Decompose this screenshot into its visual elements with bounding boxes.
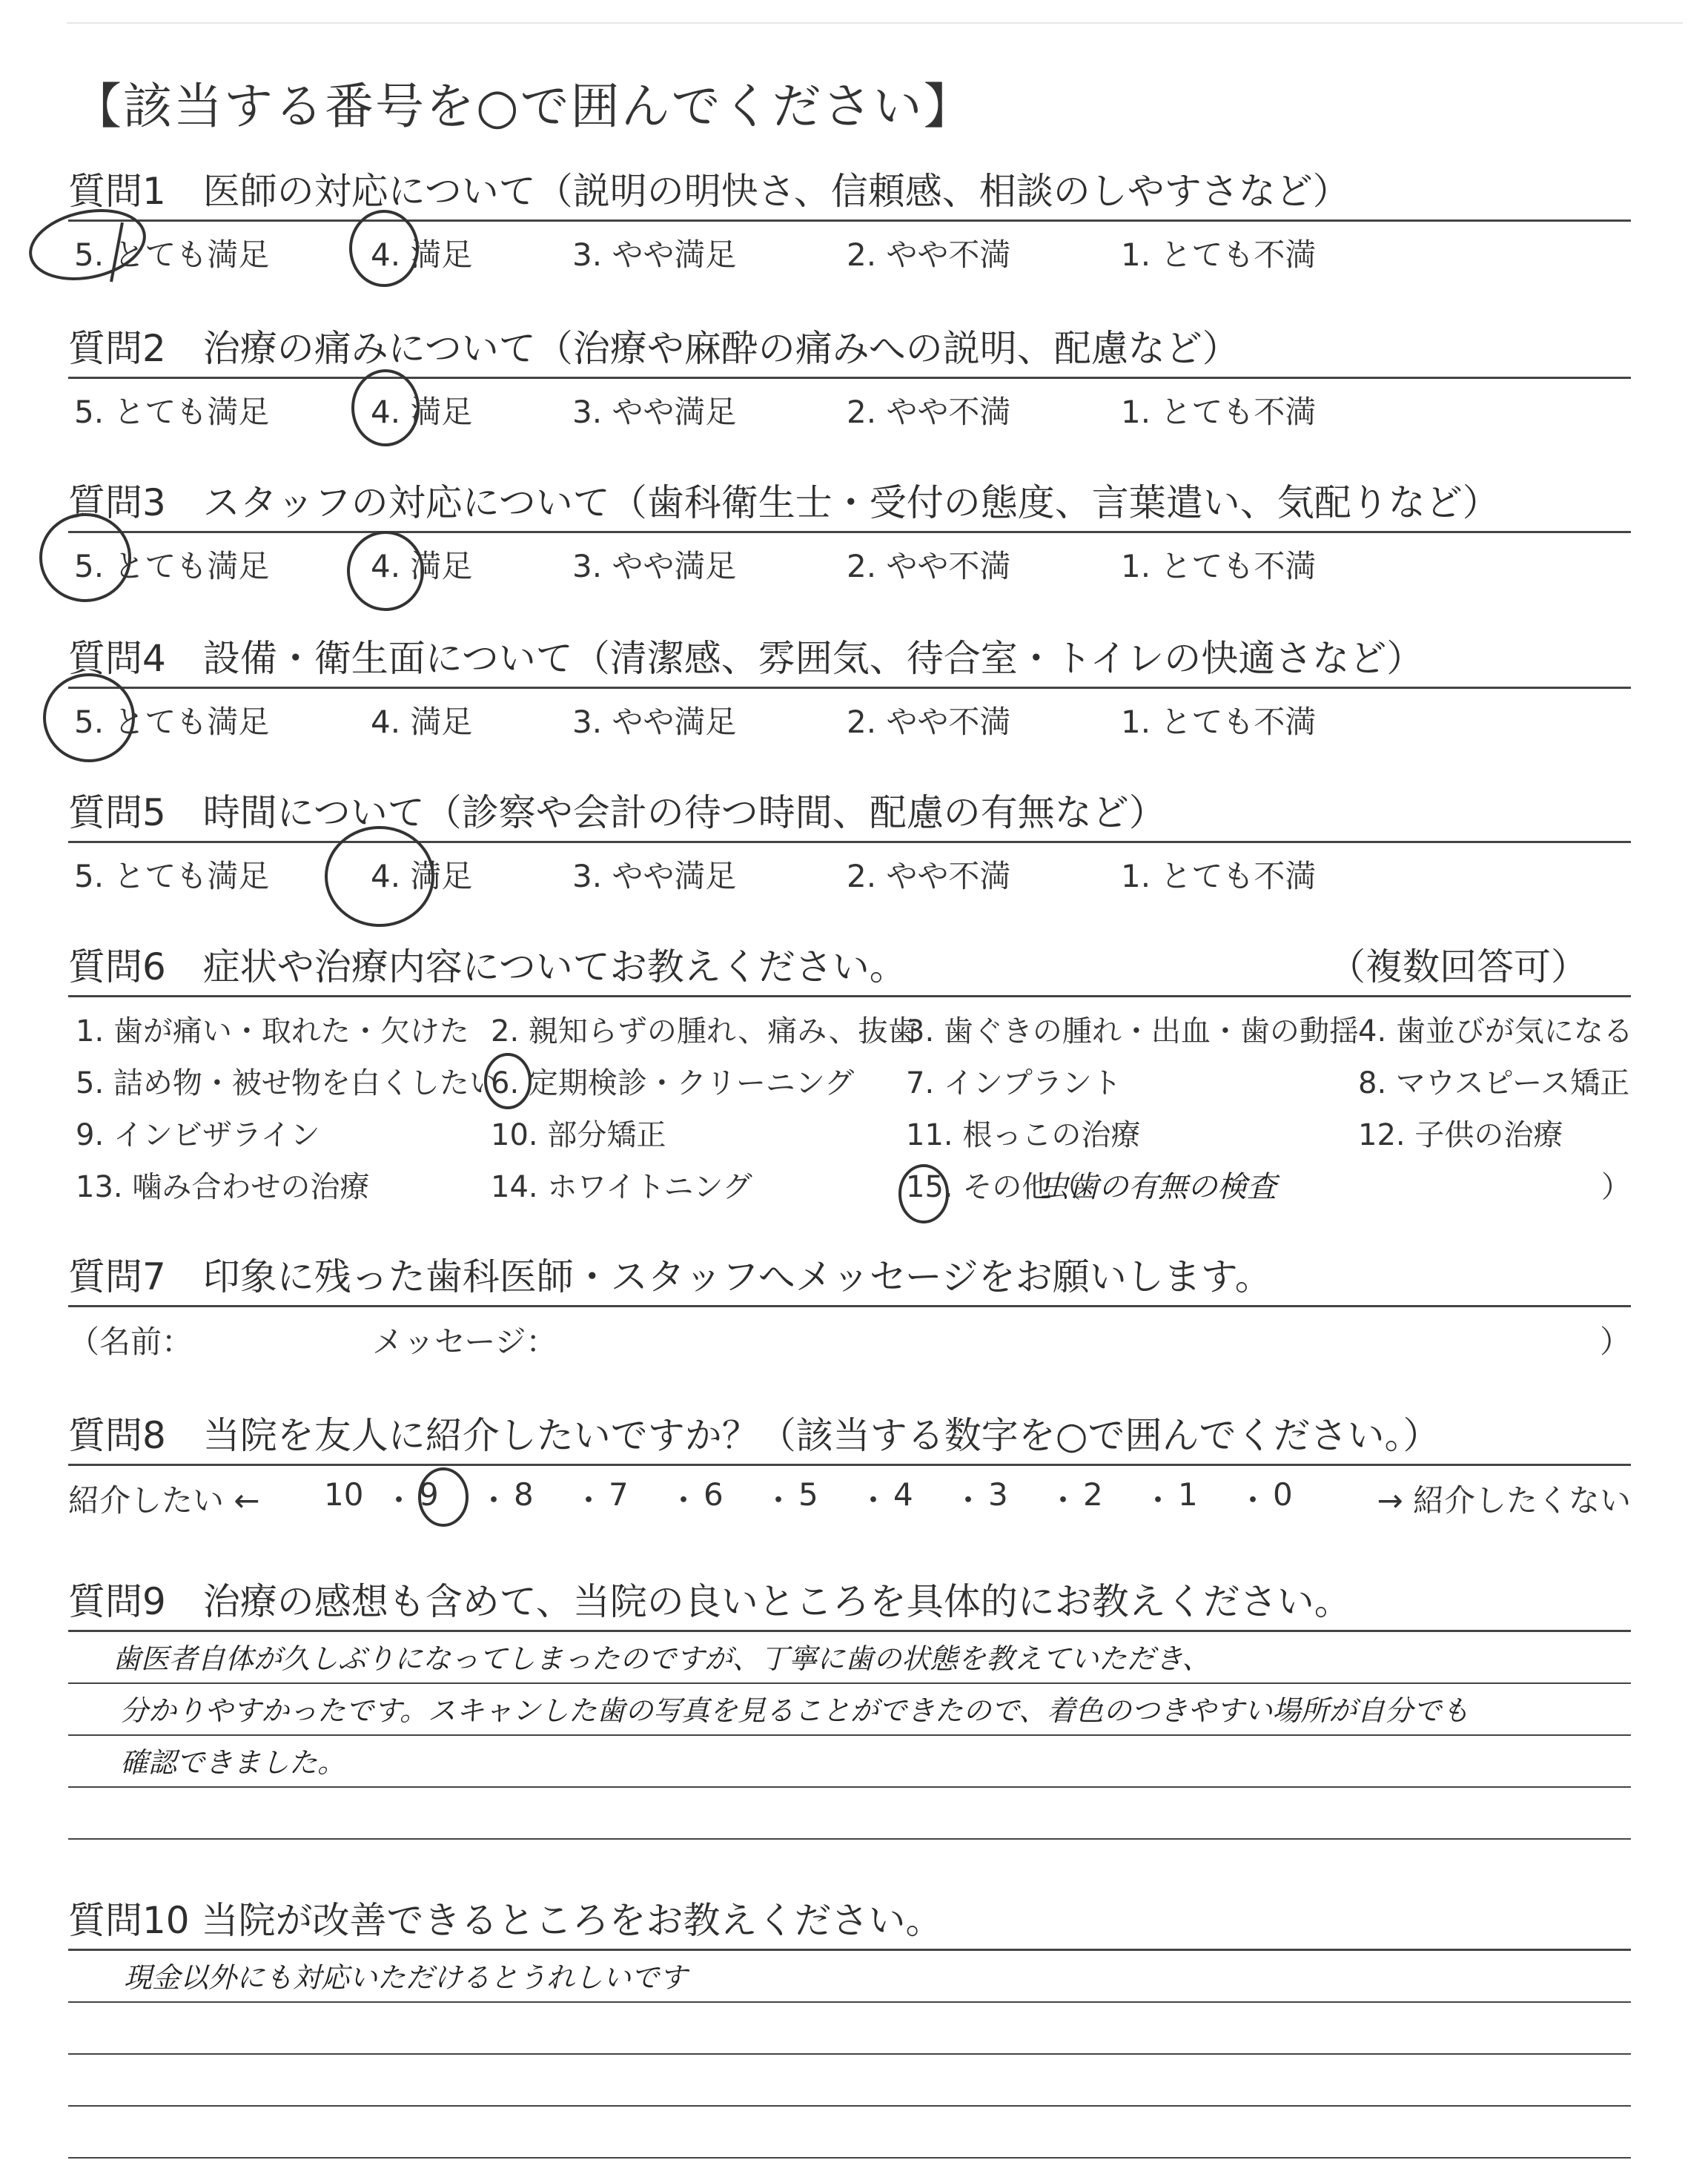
scale-separator: ・ [1237, 1482, 1269, 1519]
option-1[interactable]: 1. とても不満 [1121, 394, 1317, 430]
symptom-9[interactable]: 9. インビザライン [76, 1118, 320, 1152]
rating-options [68, 852, 1632, 904]
message-close-paren: ） [1599, 1324, 1631, 1360]
rule-line [68, 531, 1631, 533]
rating-options [68, 542, 1632, 594]
rating-options [68, 231, 1632, 283]
option-1[interactable]: 1. とても不満 [1121, 858, 1317, 894]
option-5[interactable]: 5. とても満足 [74, 237, 270, 273]
question-title: 質問8 当院を友人に紹介したいですか？（該当する数字を○で囲んでください。） [68, 1414, 1440, 1457]
option-2[interactable]: 2. やや不満 [847, 704, 1011, 740]
question-title: 質問7 印象に残った歯科医師・スタッフへメッセージをお願いします。 [68, 1255, 1272, 1298]
handwritten-answer[interactable]: 歯医者自体が久しぶりになってしまったのですが、丁寧に歯の状態を教えていただき、 [113, 1642, 1211, 1675]
rating-options [68, 698, 1632, 750]
option-1[interactable]: 1. とても不満 [1121, 548, 1317, 584]
question-4 [68, 636, 1632, 750]
scale-value-6[interactable]: 6 [704, 1476, 724, 1513]
other-handwritten-answer[interactable]: 虫歯の有無の検査 [1039, 1170, 1277, 1204]
question-title [68, 945, 1632, 989]
option-1[interactable]: 1. とても不満 [1121, 237, 1317, 273]
symptom-5[interactable]: 5. 詰め物・被せ物を白くしたい [76, 1066, 499, 1100]
option-3[interactable]: 3. やや満足 [572, 858, 737, 894]
question-3 [68, 480, 1632, 594]
scale-separator: ・ [383, 1482, 415, 1519]
answer-line [68, 1788, 1632, 1838]
symptom-10[interactable]: 10. 部分矯正 [491, 1118, 666, 1152]
scale-value-2[interactable]: 2 [1083, 1476, 1103, 1513]
rule-line [68, 2157, 1631, 2159]
option-4[interactable]: 4. 満足 [371, 394, 473, 430]
question-7 [68, 1255, 1632, 1362]
symptom-1[interactable]: 1. 歯が痛い・取れた・欠けた [76, 1014, 469, 1048]
answer-line [68, 1736, 1632, 1786]
handwritten-answer[interactable]: 現金以外にも対応いただけるとうれしいです [124, 1961, 688, 1994]
scale-separator: ・ [1047, 1482, 1079, 1519]
question-title: 質問5 時間について（診察や会計の待つ時間、配慮の有無など） [68, 791, 1166, 834]
question-title: 質問3 スタッフの対応について（歯科衛生士・受付の態度、言葉遣い、気配りなど） [68, 481, 1500, 524]
option-2[interactable]: 2. やや不満 [847, 858, 1011, 894]
symptom-12[interactable]: 12. 子供の治療 [1358, 1118, 1563, 1152]
question-title: 質問9 治療の感想も含めて、当院の良いところを具体的にお教えください。 [68, 1580, 1351, 1623]
rule-line [68, 1838, 1631, 1840]
rating-options [68, 388, 1632, 440]
option-1[interactable]: 1. とても不満 [1121, 704, 1317, 740]
rule-line [68, 377, 1631, 379]
option-3[interactable]: 3. やや満足 [572, 548, 737, 584]
answer-lines [68, 1632, 1632, 1840]
question-title: 質問4 設備・衛生面について（清潔感、雰囲気、待合室・トイレの快適さなど） [68, 637, 1424, 680]
scale-value-8[interactable]: 8 [514, 1476, 534, 1513]
symptom-options [68, 1002, 1632, 1217]
answer-line [68, 1951, 1632, 2001]
option-5[interactable]: 5. とても満足 [74, 858, 270, 894]
recommend-label: 紹介したい ← [68, 1482, 260, 1519]
option-4[interactable]: 4. 満足 [371, 704, 473, 740]
answer-line [68, 2003, 1632, 2053]
scale-separator: ・ [573, 1482, 605, 1519]
option-3[interactable]: 3. やや満足 [572, 704, 737, 740]
question-9 [68, 1579, 1632, 1840]
answer-lines [68, 1951, 1632, 2159]
message-row [68, 1318, 1632, 1362]
message-label: メッセージ： [372, 1324, 557, 1360]
symptom-13[interactable]: 13. 噛み合わせの治療 [76, 1170, 370, 1204]
symptom-15[interactable]: 15. その他（ [906, 1170, 1082, 1204]
option-2[interactable]: 2. やや不満 [847, 548, 1011, 584]
symptom-7[interactable]: 7. インプラント [906, 1066, 1122, 1100]
not-recommend-label: → 紹介したくない [1377, 1482, 1631, 1519]
scale-value-4[interactable]: 4 [893, 1476, 913, 1513]
scale-separator: ・ [763, 1482, 795, 1519]
scale-value-1[interactable]: 1 [1178, 1476, 1198, 1513]
symptom-8[interactable]: 8. マウスピース矯正 [1358, 1066, 1630, 1100]
scale-value-3[interactable]: 3 [988, 1476, 1008, 1513]
option-2[interactable]: 2. やや不満 [847, 394, 1011, 430]
rule-line [68, 687, 1631, 689]
multiple-answers-note: （複数回答可） [1328, 945, 1588, 988]
handwritten-answer[interactable]: 確認できました。 [120, 1746, 346, 1779]
option-4[interactable]: 4. 満足 [371, 858, 473, 894]
rule-line [68, 219, 1631, 222]
scale-value-0[interactable]: 0 [1273, 1476, 1293, 1513]
scale-separator: ・ [858, 1482, 890, 1519]
page-title: 【該当する番号を○で囲んでください】 [73, 78, 974, 135]
answer-line [68, 2055, 1632, 2105]
rule-line [68, 995, 1631, 997]
name-label: （名前： [68, 1324, 193, 1360]
answer-line [68, 1684, 1632, 1734]
scale-value-7[interactable]: 7 [609, 1476, 629, 1513]
other-close-paren: ） [1601, 1170, 1631, 1204]
answer-line [68, 1632, 1632, 1682]
recommend-scale [68, 1476, 1632, 1528]
question-8 [68, 1413, 1632, 1528]
symptom-14[interactable]: 14. ホワイトニング [491, 1170, 752, 1204]
question-2 [68, 326, 1632, 440]
option-3[interactable]: 3. やや満足 [572, 237, 737, 273]
scale-separator: ・ [953, 1482, 984, 1519]
question-1 [68, 169, 1632, 283]
scale-separator: ・ [1142, 1482, 1174, 1519]
scale-value-9[interactable]: 9 [419, 1476, 439, 1513]
option-5[interactable]: 5. とても満足 [74, 548, 270, 584]
question-title: 質問2 治療の痛みについて（治療や麻酔の痛みへの説明、配慮など） [68, 327, 1239, 370]
question-6 [68, 945, 1632, 1217]
option-4[interactable]: 4. 満足 [371, 237, 473, 273]
question-10 [68, 1898, 1632, 2159]
rule-line [68, 1305, 1631, 1307]
option-5[interactable]: 5. とても満足 [74, 704, 270, 740]
scale-separator: ・ [668, 1482, 700, 1519]
symptom-2[interactable]: 2. 親知らずの腫れ、痛み、抜歯 [491, 1014, 918, 1048]
question-title: 質問1 医師の対応について（説明の明快さ、信頼感、相談のしやすさなど） [68, 170, 1350, 213]
symptom-3[interactable]: 3. 歯ぐきの腫れ・出血・歯の動揺 [906, 1014, 1359, 1048]
question-title: 質問10 当院が改善できるところをお教えください。 [68, 1899, 943, 1942]
option-5[interactable]: 5. とても満足 [74, 394, 270, 430]
scale-separator: ・ [478, 1482, 510, 1519]
symptom-6[interactable]: 6. 定期検診・クリーニング [491, 1066, 855, 1100]
rule-line [68, 1464, 1631, 1466]
scale-value-10[interactable]: 10 [324, 1476, 364, 1513]
question-5 [68, 790, 1632, 904]
option-3[interactable]: 3. やや満足 [572, 394, 737, 430]
symptom-4[interactable]: 4. 歯並びが気になる [1358, 1014, 1633, 1048]
option-2[interactable]: 2. やや不満 [847, 237, 1011, 273]
symptom-11[interactable]: 11. 根っこの治療 [906, 1118, 1141, 1152]
answer-line [68, 2107, 1632, 2157]
rule-line [68, 841, 1631, 843]
question-6-title: 質問6 症状や治療内容についてお教えください。 [68, 945, 907, 988]
option-4[interactable]: 4. 満足 [371, 548, 473, 584]
scale-value-5[interactable]: 5 [798, 1476, 818, 1513]
handwritten-answer[interactable]: 分かりやすかったです。スキャンした歯の写真を見ることができたので、着色のつきやすい場所が自分でも [120, 1694, 1470, 1727]
top-border [67, 22, 1683, 24]
